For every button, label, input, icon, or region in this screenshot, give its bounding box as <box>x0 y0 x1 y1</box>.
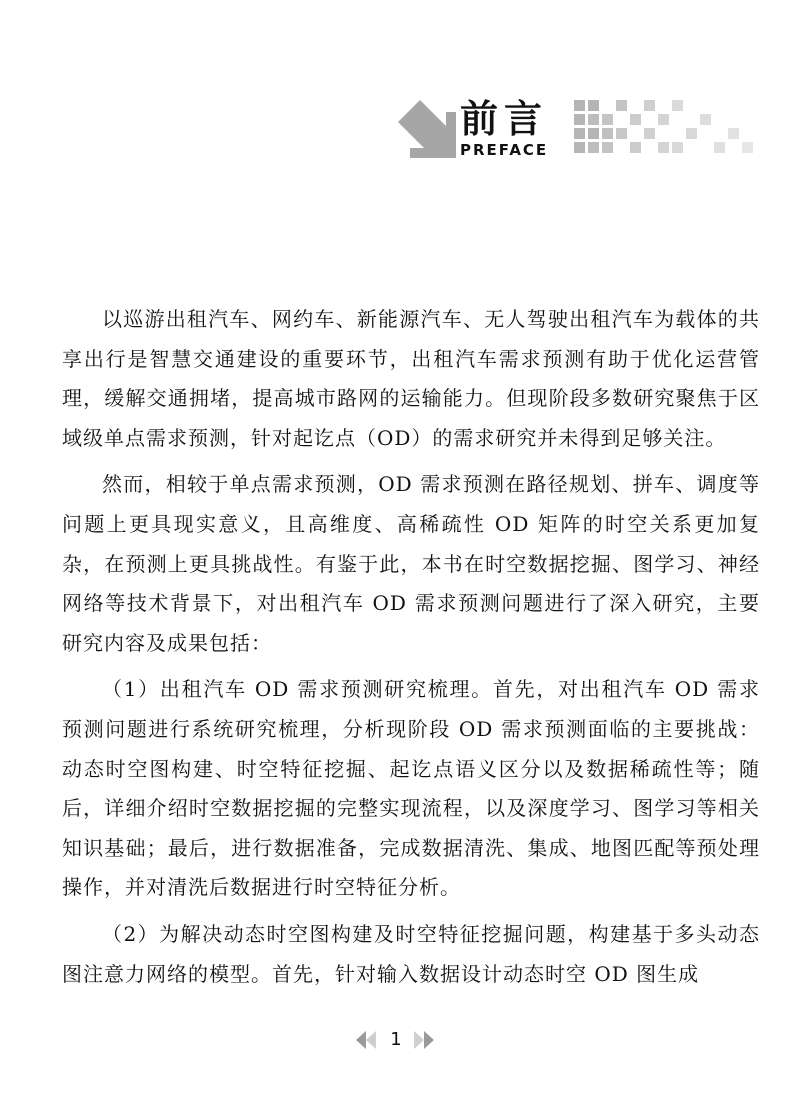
paragraph: （1）出租汽车 OD 需求预测研究梳理。首先，对出租汽车 OD 需求预测问题进行系统研究梳理，分析现阶段 OD 需求预测面临的主要挑战：动态时空图构建、时空特征挖掘、起讫点语义区分以及数据稀疏性等；随后，详细介绍时空数据挖掘的完整实现流程，以及深度学习、图学习等相关知识基础；最后，进行数据准备，完成数据清洗、集成、地图匹配等预处理操作，并对清洗后数据进行时空特征分析。 <box>62 677 760 900</box>
triangle-left-icon <box>356 1031 366 1049</box>
preface-body <box>62 300 760 1001</box>
page-subtitle: PREFACE <box>460 141 549 159</box>
decorative-squares <box>574 100 758 158</box>
triangle-left-icon <box>366 1031 376 1049</box>
arrow-down-right-icon <box>398 100 456 158</box>
page-footer <box>0 1027 790 1057</box>
triangle-right-icon <box>424 1031 434 1049</box>
page-title: 前言 <box>460 97 549 141</box>
triangle-right-icon <box>414 1031 424 1049</box>
page-number: 1 <box>390 1029 402 1050</box>
paragraph: （2）为解决动态时空图构建及时空特征挖掘问题，构建基于多头动态图注意力网络的模型。首先，针对输入数据设计动态时空 OD 图生成 <box>62 921 760 986</box>
paragraph: 以巡游出租汽车、网约车、新能源汽车、无人驾驶出租汽车为载体的共享出行是智慧交通建设的重要环节，出租汽车需求预测有助于优化运营管理，缓解交通拥堵，提高城市路网的运输能力。但现阶段多数研究聚焦于区域级单点需求预测，针对起讫点（OD）的需求研究并未得到足够关注。 <box>62 307 760 450</box>
chapter-header <box>0 0 790 200</box>
paragraph: 然而，相较于单点需求预测，OD 需求预测在路径规划、拼车、调度等问题上更具现实意义，且高维度、高稀疏性 OD 矩阵的时空关系更加复杂，在预测上更具挑战性。有鉴于此，本书在时空数据挖掘、图学习、神经网络等技术背景下，对出租汽车 OD 需求预测问题进行了深入研究，主要研究内容及成果包括： <box>62 472 760 655</box>
